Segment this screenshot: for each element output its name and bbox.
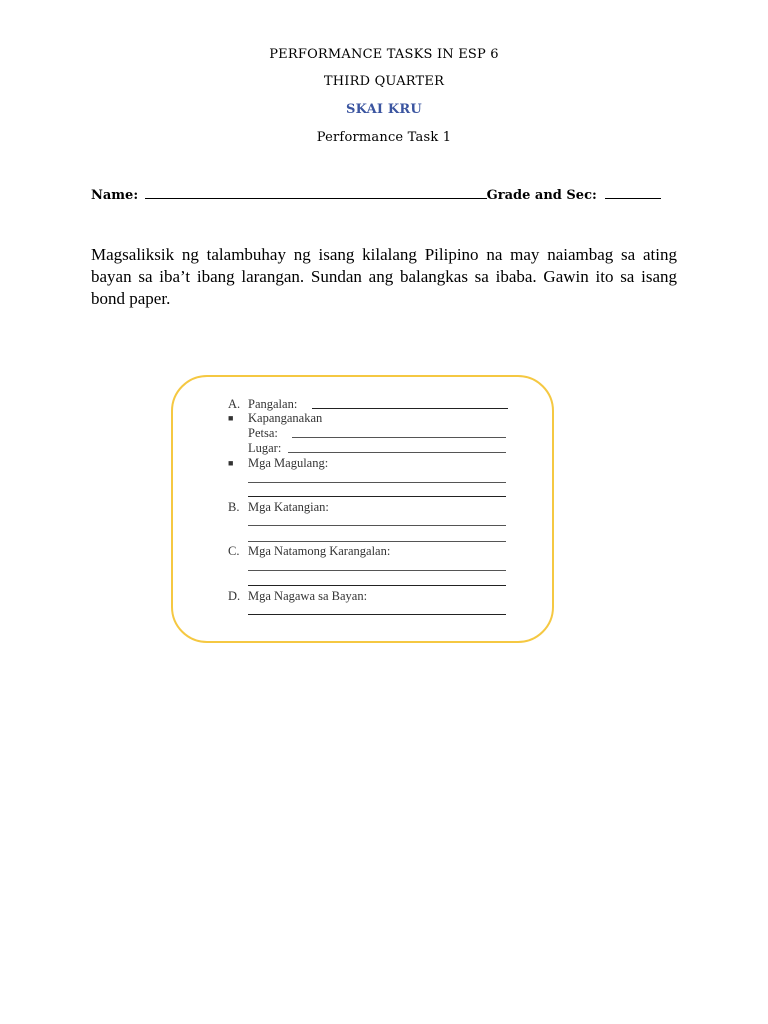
document-title: PERFORMANCE TASKS IN ESP 6 [269, 47, 499, 62]
traits-label: Mga Katangian: [248, 500, 329, 514]
date-line [292, 437, 506, 438]
awards-label: Mga Natamong Karangalan: [248, 544, 391, 558]
date-label: Petsa: [248, 426, 278, 440]
place-field [248, 440, 281, 456]
awards-line-2 [248, 585, 506, 586]
outline-item-parents [228, 455, 328, 471]
parents-label: Mga Magulang: [248, 456, 329, 470]
author-label: SKAI KRU [346, 102, 422, 117]
contributions-line [248, 614, 506, 615]
outline-item-birth [228, 410, 322, 426]
place-label: Lugar: [248, 441, 282, 455]
birth-label: Kapanganakan [248, 411, 323, 425]
quarter-label: THIRD QUARTER [323, 74, 445, 89]
parents-line-1 [248, 482, 506, 483]
outline-marker-a: A. [228, 397, 241, 411]
outline-item-contributions [228, 588, 367, 604]
name-blank [145, 186, 487, 199]
grade-blank [605, 186, 661, 199]
name-label: Name: [91, 188, 139, 203]
outline-item-traits [228, 499, 329, 515]
grade-label: Grade and Sec: [486, 188, 597, 203]
task-title: Performance Task 1 [316, 130, 452, 145]
contributions-label: Mga Nagawa sa Bayan: [248, 589, 368, 603]
date-field [248, 425, 278, 441]
outline-marker-c: C. [228, 544, 240, 558]
traits-line-1 [248, 525, 506, 526]
parents-line-2 [248, 496, 506, 497]
place-line [288, 452, 506, 453]
bullet-icon: ■ [228, 413, 234, 423]
name-line [312, 408, 508, 409]
awards-line-1 [248, 570, 506, 571]
traits-line-2 [248, 541, 506, 542]
name-field-label: Pangalan: [248, 397, 298, 411]
student-info-row [91, 186, 671, 203]
outline-item-awards [228, 543, 390, 559]
bullet-icon: ■ [228, 458, 234, 468]
outline-marker-b: B. [228, 500, 240, 514]
instructions-paragraph: Magsaliksik ng talambuhay ng isang kilalang Pilipino na may naiambag sa ating bayan sa iba’t ibang larangan. Sundan ang balangkas sa ibaba. Gawin ito sa isang bond paper. [91, 245, 677, 308]
outline-marker-d: D. [228, 589, 241, 603]
